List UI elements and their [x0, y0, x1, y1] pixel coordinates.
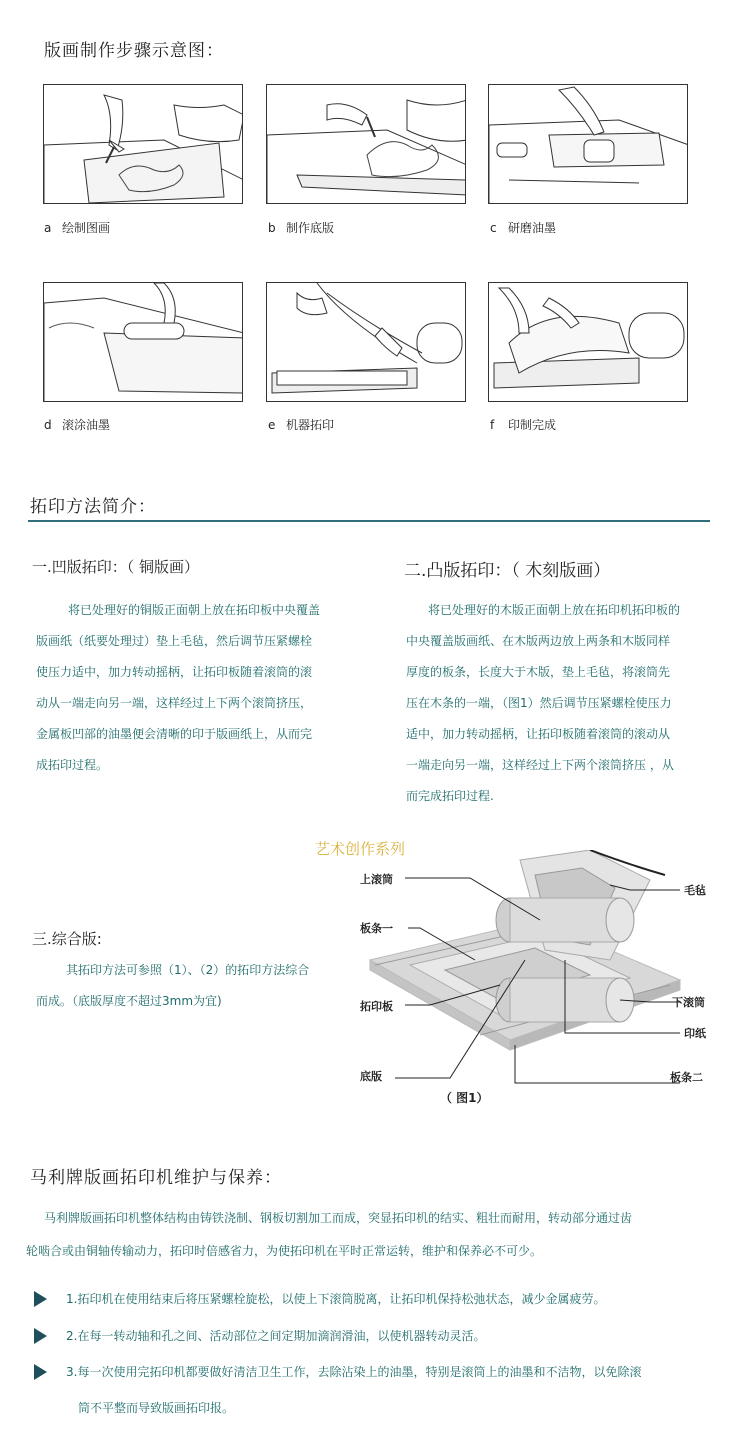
step-c-illustration: [488, 84, 688, 204]
step-a-label: 绘制图画: [62, 221, 111, 235]
step-e-label: 机器拓印: [286, 418, 335, 432]
label-felt: 毛毡: [684, 884, 706, 897]
steps-section-title: 版画制作步骤示意图：: [44, 41, 224, 61]
step-d-letter: d: [44, 418, 52, 432]
label-strip-two: 板条二: [670, 1071, 703, 1084]
maintenance-item-3: 3.每一次使用完拓印机都要做好清洁卫生工作，去除沾染上的油墨，特别是滚筒上的油墨和不洁物，以免除滚: [66, 1365, 642, 1379]
label-press-plate: 拓印板: [360, 1000, 393, 1013]
combined-line: 其拓印方法可参照（1）、（2）的拓印方法综合: [66, 963, 310, 977]
step-f-label: 印制完成: [508, 418, 557, 432]
step-c-letter: c: [490, 221, 497, 235]
label-paper: 印纸: [684, 1027, 706, 1040]
intaglio-line: 金属板凹部的油墨便会清晰的印于版画纸上，从而完: [36, 727, 313, 741]
combined-paragraph: [36, 955, 356, 1017]
relief-line: 适中，加力转动摇柄，让拓印板随着滚筒的滚动从: [406, 727, 671, 741]
intaglio-paragraph: [36, 595, 366, 781]
relief-line: 一端走向另一端，这样经过上下两个滚筒挤压 ，从: [406, 758, 674, 772]
step-a-illustration: [43, 84, 243, 204]
maintenance-section-title: 马利牌版画拓印机维护与保养：: [30, 1168, 282, 1188]
step-f-illustration: [488, 282, 688, 402]
step-f-caption: [490, 416, 556, 433]
step-a-caption: [44, 219, 110, 236]
bullet-3-icon: [34, 1364, 47, 1380]
relief-line: 而完成拓印过程.: [406, 789, 494, 803]
step-f-letter: f: [490, 418, 495, 432]
bullet-2-icon: [34, 1328, 47, 1344]
step-b-caption: [268, 219, 334, 236]
figure-watermark: 艺术创作系列: [315, 840, 406, 858]
section-divider: [28, 520, 710, 522]
step-d-caption: [44, 416, 110, 433]
intaglio-line: 将已处理好的铜版正面朝上放在拓印板中央覆盖: [68, 603, 321, 617]
combined-line: 而成。（底版厚度不超过3mm为宜): [36, 994, 222, 1008]
intaglio-heading: 一.凹版拓印：（ 铜版画）: [32, 558, 200, 576]
label-base-plate: 底版: [360, 1070, 382, 1083]
maintenance-intro-line: 轮啮合或由铜轴传输动力，拓印时倍感省力，为使拓印机在平时正常运转，维护和保养必不可少。: [26, 1244, 543, 1258]
press-diagram: [350, 850, 730, 1100]
step-d-label: 滚涂油墨: [62, 418, 111, 432]
relief-paragraph: [406, 595, 716, 812]
bullet-1-icon: [34, 1291, 47, 1307]
intaglio-line: 动从一端走向另一端，这样经过上下两个滚筒挤压，: [36, 696, 313, 710]
relief-heading: 二.凸版拓印：（ 木刻版画）: [404, 561, 611, 581]
step-b-illustration: [266, 84, 466, 204]
relief-line: 将已处理好的木版正面朝上放在拓印机拓印板的: [428, 603, 681, 617]
maintenance-item-1: 1.拓印机在使用结束后将压紧螺栓旋松，以使上下滚筒脱离，让拓印机保持松弛状态，减少金属疲劳。: [66, 1292, 606, 1306]
step-b-letter: b: [268, 221, 276, 235]
label-upper-roller: 上滚筒: [360, 873, 393, 886]
relief-line: 厚度的板条，长度大于木版，垫上毛毡，将滚筒先: [406, 665, 671, 679]
methods-section-title: 拓印方法简介：: [30, 497, 156, 517]
combined-heading: 三.综合版:: [32, 930, 102, 948]
label-strip-one: 板条一: [360, 922, 393, 935]
step-c-label: 研磨油墨: [508, 221, 557, 235]
step-d-illustration: [43, 282, 243, 402]
relief-line: 中央覆盖版画纸、在木版两边放上两条和木版同样: [406, 634, 671, 648]
intaglio-line: 使压力适中，加力转动摇柄，让拓印板随着滚筒的滚: [36, 665, 313, 679]
figure-caption: （ 图1）: [440, 1091, 489, 1105]
step-b-label: 制作底版: [286, 221, 335, 235]
label-lower-roller: 下滚筒: [672, 996, 705, 1009]
step-e-letter: e: [268, 418, 276, 432]
relief-line: 压在木条的一端，（图1）然后调节压紧螺栓使压力: [406, 696, 672, 710]
maintenance-item-3-continued: 筒不平整而导致版画拓印报。: [78, 1401, 235, 1415]
step-a-letter: a: [44, 221, 52, 235]
intaglio-line: 成拓印过程。: [36, 758, 109, 772]
maintenance-item-2: 2.在每一转动轴和孔之间、活动部位之间定期加滴润滑油，以使机器转动灵活。: [66, 1329, 486, 1343]
maintenance-intro: [26, 1202, 726, 1268]
intaglio-line: 版画纸（纸要处理过）垫上毛毡，然后调节压紧螺栓: [36, 634, 313, 648]
step-e-illustration: [266, 282, 466, 402]
step-c-caption: [490, 219, 556, 236]
maintenance-intro-line: 马利牌版画拓印机整体结构由铸铁浇制、钢板切割加工而成，突显拓印机的结实、粗壮而耐用，转动部分通过齿: [44, 1211, 633, 1225]
step-e-caption: [268, 416, 334, 433]
